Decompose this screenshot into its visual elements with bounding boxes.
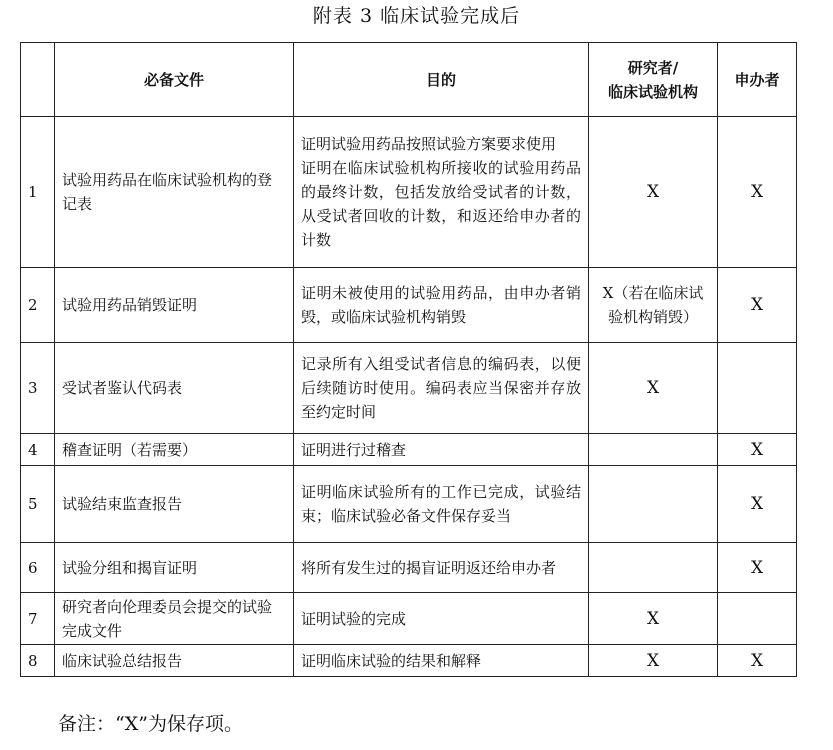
investigator-mark: X bbox=[589, 593, 718, 645]
header-investigator-label: 研究者/ 临床试验机构 bbox=[607, 58, 698, 101]
investigator-mark bbox=[589, 543, 718, 593]
table-row bbox=[21, 434, 797, 466]
table-row bbox=[21, 117, 797, 268]
header-sponsor: 申办者 bbox=[718, 43, 797, 117]
sponsor-mark: X bbox=[718, 268, 797, 343]
investigator-mark: X bbox=[589, 343, 718, 434]
investigator-mark: X bbox=[589, 645, 718, 677]
sponsor-mark: X bbox=[718, 117, 797, 268]
purpose: 将所有发生过的揭盲证明返还给申办者 bbox=[294, 543, 589, 593]
purpose: 证明试验用药品按照试验方案要求使用 证明在临床试验机构所接收的试验用药品的最终计数，包括发放给受试者的计数，从受试者回收的计数，和返还给申办者的计数 bbox=[294, 117, 589, 268]
sponsor-mark bbox=[718, 593, 797, 645]
purpose: 证明临床试验的结果和解释 bbox=[294, 645, 589, 677]
required-document: 试验用药品销毁证明 bbox=[55, 268, 294, 343]
row-number: 8 bbox=[21, 645, 55, 677]
purpose: 证明未被使用的试验用药品，由申办者销毁，或临床试验机构销毁 bbox=[294, 268, 589, 343]
investigator-mark bbox=[589, 466, 718, 543]
row-number: 2 bbox=[21, 268, 55, 343]
purpose: 证明进行过稽查 bbox=[294, 434, 589, 466]
sponsor-mark: X bbox=[718, 466, 797, 543]
investigator-mark: X bbox=[589, 117, 718, 268]
table-header-row bbox=[21, 43, 797, 117]
table-row bbox=[21, 543, 797, 593]
row-number: 7 bbox=[21, 593, 55, 645]
required-document: 试验分组和揭盲证明 bbox=[55, 543, 294, 593]
row-number: 5 bbox=[21, 466, 55, 543]
investigator-mark: X（若在临床试验机构销毁） bbox=[589, 268, 718, 343]
documents-table bbox=[20, 42, 797, 677]
required-document: 临床试验总结报告 bbox=[55, 645, 294, 677]
table-row bbox=[21, 268, 797, 343]
sponsor-mark: X bbox=[718, 543, 797, 593]
header-number bbox=[21, 43, 55, 117]
required-document: 受试者鉴认代码表 bbox=[55, 343, 294, 434]
page-title: 附表 3 临床试验完成后 bbox=[312, 5, 521, 27]
row-number: 6 bbox=[21, 543, 55, 593]
sponsor-mark: X bbox=[718, 434, 797, 466]
investigator-mark bbox=[589, 434, 718, 466]
row-number: 1 bbox=[21, 117, 55, 268]
required-document: 研究者向伦理委员会提交的试验完成文件 bbox=[55, 593, 294, 645]
header-purpose: 目的 bbox=[294, 43, 589, 117]
purpose: 记录所有入组受试者信息的编码表，以便后续随访时使用。编码表应当保密并存放至约定时间 bbox=[294, 343, 589, 434]
required-document: 试验结束监查报告 bbox=[55, 466, 294, 543]
footnote: 备注：“X”为保存项。 bbox=[58, 713, 243, 735]
row-number: 3 bbox=[21, 343, 55, 434]
required-document: 稽查证明（若需要） bbox=[55, 434, 294, 466]
required-document: 试验用药品在临床试验机构的登记表 bbox=[55, 117, 294, 268]
row-number: 4 bbox=[21, 434, 55, 466]
purpose: 证明试验的完成 bbox=[294, 593, 589, 645]
purpose: 证明临床试验所有的工作已完成，试验结束；临床试验必备文件保存妥当 bbox=[294, 466, 589, 543]
table-row bbox=[21, 645, 797, 677]
header-investigator bbox=[589, 43, 718, 117]
table-row bbox=[21, 343, 797, 434]
table-row bbox=[21, 593, 797, 645]
header-required-document: 必备文件 bbox=[55, 43, 294, 117]
sponsor-mark: X bbox=[718, 645, 797, 677]
table-row bbox=[21, 466, 797, 543]
sponsor-mark bbox=[718, 343, 797, 434]
